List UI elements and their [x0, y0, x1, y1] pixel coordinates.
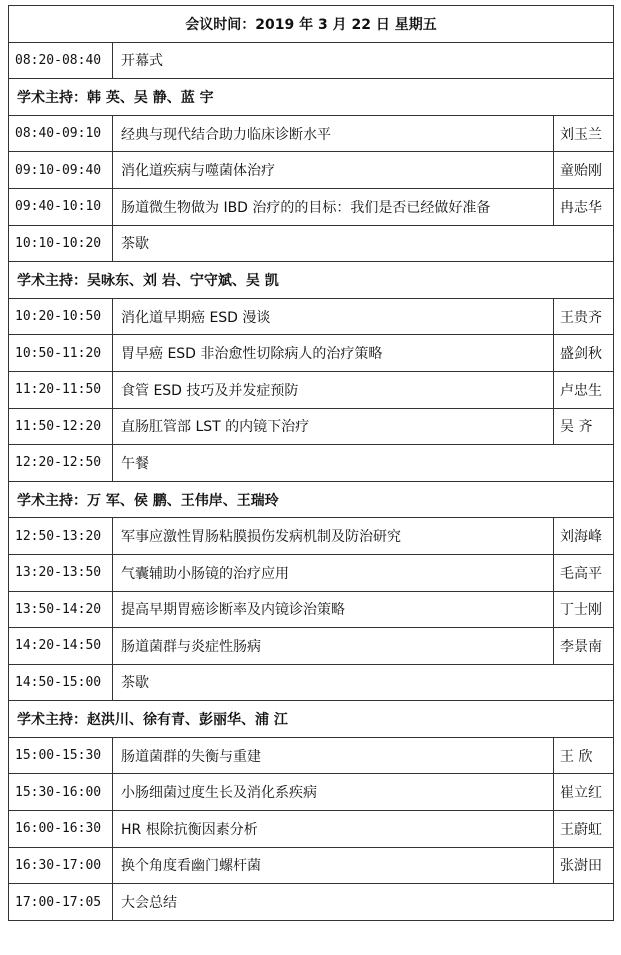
talk-title: 肠道菌群与炎症性肠病	[113, 628, 554, 665]
session-hosts: 学术主持：赵洪川、徐有青、彭丽华、浦 江	[9, 701, 614, 738]
agenda-item-row	[9, 884, 614, 921]
speaker-name: 刘海峰	[554, 518, 614, 555]
agenda-item-title: 茶歇	[113, 664, 614, 701]
speaker-name: 卢忠生	[554, 371, 614, 408]
agenda-item-title: 开幕式	[113, 42, 614, 79]
talk-row	[9, 335, 614, 372]
time-slot: 15:00-15:30	[9, 737, 113, 774]
time-slot: 10:20-10:50	[9, 298, 113, 335]
time-slot: 15:30-16:00	[9, 774, 113, 811]
time-slot: 09:40-10:10	[9, 188, 113, 225]
talk-row	[9, 628, 614, 665]
speaker-name: 毛高平	[554, 554, 614, 591]
talk-title: 消化道疾病与噬菌体治疗	[113, 152, 554, 189]
speaker-name: 王贵齐	[554, 298, 614, 335]
talk-title: 消化道早期癌 ESD 漫谈	[113, 298, 554, 335]
talk-row	[9, 408, 614, 445]
talk-title: 换个角度看幽门螺杆菌	[113, 847, 554, 884]
time-slot: 14:20-14:50	[9, 628, 113, 665]
agenda-item-row	[9, 445, 614, 482]
talk-title: 食管 ESD 技巧及并发症预防	[113, 371, 554, 408]
speaker-name: 盛剑秋	[554, 335, 614, 372]
talk-row	[9, 811, 614, 848]
talk-title: 胃早癌 ESD 非治愈性切除病人的治疗策略	[113, 335, 554, 372]
session-hosts: 学术主持：韩 英、吴 静、蓝 宇	[9, 79, 614, 116]
talk-row	[9, 591, 614, 628]
talk-row	[9, 152, 614, 189]
speaker-name: 刘玉兰	[554, 115, 614, 152]
time-slot: 13:20-13:50	[9, 554, 113, 591]
talk-title: 军事应激性胃肠粘膜损伤发病机制及防治研究	[113, 518, 554, 555]
talk-row	[9, 554, 614, 591]
time-slot: 12:20-12:50	[9, 445, 113, 482]
speaker-name: 吴 齐	[554, 408, 614, 445]
time-slot: 16:30-17:00	[9, 847, 113, 884]
speaker-name: 王 欣	[554, 737, 614, 774]
time-slot: 08:20-08:40	[9, 42, 113, 79]
time-slot: 17:00-17:05	[9, 884, 113, 921]
talk-row	[9, 774, 614, 811]
agenda-item-title: 大会总结	[113, 884, 614, 921]
host-row	[9, 701, 614, 738]
agenda-item-row	[9, 664, 614, 701]
time-slot: 09:10-09:40	[9, 152, 113, 189]
talk-row	[9, 518, 614, 555]
talk-title: 气囊辅助小肠镜的治疗应用	[113, 554, 554, 591]
speaker-name: 王蔚虹	[554, 811, 614, 848]
talk-title: 小肠细菌过度生长及消化系疾病	[113, 774, 554, 811]
time-slot: 12:50-13:20	[9, 518, 113, 555]
time-slot: 11:20-11:50	[9, 371, 113, 408]
talk-title: HR 根除抗衡因素分析	[113, 811, 554, 848]
speaker-name: 童贻刚	[554, 152, 614, 189]
speaker-name: 丁士刚	[554, 591, 614, 628]
host-row	[9, 79, 614, 116]
schedule-body	[9, 6, 614, 921]
talk-row	[9, 371, 614, 408]
time-slot: 11:50-12:20	[9, 408, 113, 445]
time-slot: 13:50-14:20	[9, 591, 113, 628]
speaker-name: 李景南	[554, 628, 614, 665]
talk-row	[9, 847, 614, 884]
talk-row	[9, 737, 614, 774]
speaker-name: 崔立红	[554, 774, 614, 811]
header-row	[9, 6, 614, 43]
talk-title: 肠道菌群的失衡与重建	[113, 737, 554, 774]
talk-row	[9, 115, 614, 152]
time-slot: 08:40-09:10	[9, 115, 113, 152]
speaker-name: 冉志华	[554, 188, 614, 225]
time-slot: 10:50-11:20	[9, 335, 113, 372]
session-hosts: 学术主持：吴咏东、刘 岩、宁守斌、吴 凯	[9, 262, 614, 299]
speaker-name: 张澍田	[554, 847, 614, 884]
time-slot: 10:10-10:20	[9, 225, 113, 262]
agenda-item-row	[9, 225, 614, 262]
host-row	[9, 481, 614, 518]
talk-row	[9, 188, 614, 225]
agenda-item-title: 茶歇	[113, 225, 614, 262]
time-slot: 16:00-16:30	[9, 811, 113, 848]
session-hosts: 学术主持：万 军、侯 鹏、王伟岸、王瑞玲	[9, 481, 614, 518]
talk-row	[9, 298, 614, 335]
talk-title: 直肠肛管部 LST 的内镜下治疗	[113, 408, 554, 445]
agenda-item-title: 午餐	[113, 445, 614, 482]
talk-title: 肠道微生物做为 IBD 治疗的的目标：我们是否已经做好准备	[113, 188, 554, 225]
meeting-date-header: 会议时间：2019 年 3 月 22 日 星期五	[9, 6, 614, 43]
agenda-item-row	[9, 42, 614, 79]
host-row	[9, 262, 614, 299]
time-slot: 14:50-15:00	[9, 664, 113, 701]
talk-title: 经典与现代结合助力临床诊断水平	[113, 115, 554, 152]
talk-title: 提高早期胃癌诊断率及内镜诊治策略	[113, 591, 554, 628]
schedule-table	[8, 5, 614, 921]
